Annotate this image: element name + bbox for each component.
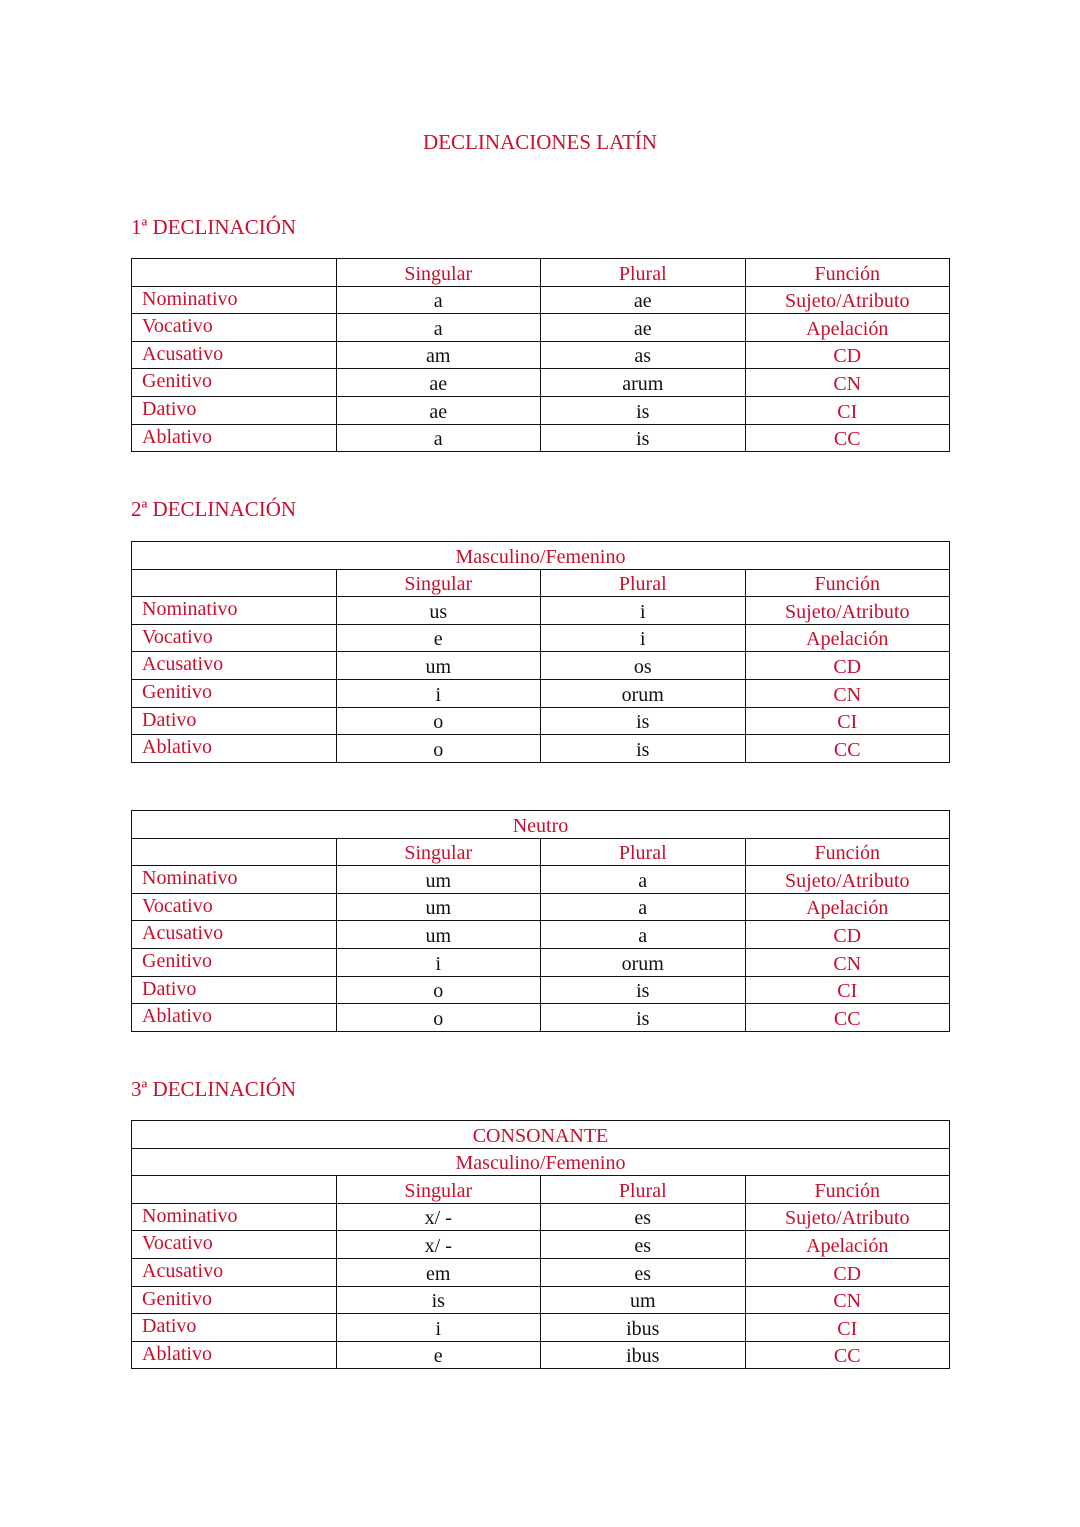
declension-table-2-masc-fem bbox=[131, 541, 950, 763]
column-header bbox=[132, 1176, 337, 1204]
section-heading-3: 3ª DECLINACIÓN bbox=[131, 1077, 297, 1101]
document-title: DECLINACIONES LATÍN bbox=[423, 130, 657, 154]
plural-ending: ae bbox=[541, 286, 746, 314]
case-name: Nominativo bbox=[132, 597, 337, 625]
plural-ending: a bbox=[541, 921, 746, 949]
singular-ending: um bbox=[336, 652, 541, 680]
function-cell: CI bbox=[745, 396, 950, 424]
column-header: Plural bbox=[541, 569, 746, 597]
function-cell: Sujeto/Atributo bbox=[745, 286, 950, 314]
case-name: Dativo bbox=[132, 1314, 337, 1342]
singular-ending: o bbox=[336, 707, 541, 735]
function-cell: Sujeto/Atributo bbox=[745, 866, 950, 894]
column-header: Singular bbox=[336, 838, 541, 866]
singular-ending: ae bbox=[336, 396, 541, 424]
case-name: Dativo bbox=[132, 396, 337, 424]
singular-ending: e bbox=[336, 1341, 541, 1369]
plural-ending: i bbox=[541, 624, 746, 652]
singular-ending: o bbox=[336, 1004, 541, 1032]
function-cell: CC bbox=[745, 1004, 950, 1032]
case-name: Vocativo bbox=[132, 893, 337, 921]
case-name: Ablativo bbox=[132, 424, 337, 452]
function-cell: CC bbox=[745, 1341, 950, 1369]
table-row bbox=[132, 314, 950, 342]
singular-ending: a bbox=[336, 286, 541, 314]
singular-ending: is bbox=[336, 1286, 541, 1314]
table-row bbox=[132, 921, 950, 949]
column-header bbox=[132, 838, 337, 866]
function-cell: CI bbox=[745, 976, 950, 1004]
column-header: Plural bbox=[541, 838, 746, 866]
function-cell: CD bbox=[745, 921, 950, 949]
table-row bbox=[132, 707, 950, 735]
plural-ending: os bbox=[541, 652, 746, 680]
table-row bbox=[132, 597, 950, 625]
column-header bbox=[132, 569, 337, 597]
case-name: Acusativo bbox=[132, 341, 337, 369]
function-cell: Apelación bbox=[745, 624, 950, 652]
plural-ending: um bbox=[541, 1286, 746, 1314]
table-row bbox=[132, 286, 950, 314]
case-name: Dativo bbox=[132, 707, 337, 735]
column-header: Plural bbox=[541, 1176, 746, 1204]
function-cell: Apelación bbox=[745, 1231, 950, 1259]
function-cell: CD bbox=[745, 1258, 950, 1286]
singular-ending: o bbox=[336, 735, 541, 763]
function-cell: CC bbox=[745, 424, 950, 452]
column-header: Plural bbox=[541, 259, 746, 287]
plural-ending: is bbox=[541, 976, 746, 1004]
table-row bbox=[132, 424, 950, 452]
function-cell: CI bbox=[745, 1314, 950, 1342]
header-row bbox=[132, 259, 950, 287]
table-caption: CONSONANTE bbox=[132, 1121, 950, 1149]
plural-ending: as bbox=[541, 341, 746, 369]
case-name: Genitivo bbox=[132, 1286, 337, 1314]
table-caption: Masculino/Femenino bbox=[132, 542, 950, 570]
declension-table-1 bbox=[131, 258, 950, 452]
plural-ending: orum bbox=[541, 948, 746, 976]
table-row bbox=[132, 735, 950, 763]
function-cell: Sujeto/Atributo bbox=[745, 1203, 950, 1231]
case-name: Ablativo bbox=[132, 1341, 337, 1369]
case-name: Genitivo bbox=[132, 369, 337, 397]
function-cell: CN bbox=[745, 369, 950, 397]
singular-ending: i bbox=[336, 948, 541, 976]
table-row bbox=[132, 1286, 950, 1314]
declension-table-3-consonant bbox=[131, 1120, 950, 1369]
table-caption: Neutro bbox=[132, 811, 950, 839]
singular-ending: ae bbox=[336, 369, 541, 397]
column-header: Función bbox=[745, 259, 950, 287]
plural-ending: es bbox=[541, 1203, 746, 1231]
caption-row bbox=[132, 542, 950, 570]
caption-row bbox=[132, 811, 950, 839]
plural-ending: ibus bbox=[541, 1314, 746, 1342]
plural-ending: es bbox=[541, 1258, 746, 1286]
singular-ending: i bbox=[336, 1314, 541, 1342]
singular-ending: us bbox=[336, 597, 541, 625]
column-header: Función bbox=[745, 1176, 950, 1204]
case-name: Acusativo bbox=[132, 1258, 337, 1286]
function-cell: CN bbox=[745, 948, 950, 976]
section-heading-2: 2ª DECLINACIÓN bbox=[131, 497, 297, 521]
section-heading-1: 1ª DECLINACIÓN bbox=[131, 215, 297, 239]
case-name: Nominativo bbox=[132, 866, 337, 894]
plural-ending: arum bbox=[541, 369, 746, 397]
case-name: Nominativo bbox=[132, 1203, 337, 1231]
singular-ending: em bbox=[336, 1258, 541, 1286]
case-name: Dativo bbox=[132, 976, 337, 1004]
case-name: Vocativo bbox=[132, 314, 337, 342]
table-row bbox=[132, 652, 950, 680]
plural-ending: ibus bbox=[541, 1341, 746, 1369]
function-cell: Apelación bbox=[745, 893, 950, 921]
plural-ending: is bbox=[541, 396, 746, 424]
plural-ending: orum bbox=[541, 679, 746, 707]
caption-row bbox=[132, 1148, 950, 1176]
plural-ending: a bbox=[541, 866, 746, 894]
plural-ending: i bbox=[541, 597, 746, 625]
function-cell: CI bbox=[745, 707, 950, 735]
table-row bbox=[132, 948, 950, 976]
singular-ending: a bbox=[336, 314, 541, 342]
function-cell: Sujeto/Atributo bbox=[745, 597, 950, 625]
singular-ending: um bbox=[336, 866, 541, 894]
plural-ending: is bbox=[541, 735, 746, 763]
column-header: Función bbox=[745, 838, 950, 866]
plural-ending: is bbox=[541, 1004, 746, 1032]
singular-ending: x/ - bbox=[336, 1231, 541, 1259]
singular-ending: e bbox=[336, 624, 541, 652]
column-header: Singular bbox=[336, 1176, 541, 1204]
singular-ending: um bbox=[336, 921, 541, 949]
table-row bbox=[132, 1258, 950, 1286]
function-cell: Apelación bbox=[745, 314, 950, 342]
table-row bbox=[132, 1004, 950, 1032]
table-row bbox=[132, 624, 950, 652]
table-caption: Masculino/Femenino bbox=[132, 1148, 950, 1176]
table-row bbox=[132, 1203, 950, 1231]
plural-ending: is bbox=[541, 424, 746, 452]
case-name: Acusativo bbox=[132, 652, 337, 680]
table-row bbox=[132, 396, 950, 424]
table-row bbox=[132, 369, 950, 397]
column-header: Función bbox=[745, 569, 950, 597]
case-name: Genitivo bbox=[132, 948, 337, 976]
singular-ending: x/ - bbox=[336, 1203, 541, 1231]
case-name: Genitivo bbox=[132, 679, 337, 707]
singular-ending: i bbox=[336, 679, 541, 707]
function-cell: CD bbox=[745, 652, 950, 680]
header-row bbox=[132, 569, 950, 597]
table-row bbox=[132, 1314, 950, 1342]
function-cell: CN bbox=[745, 679, 950, 707]
header-row bbox=[132, 1176, 950, 1204]
caption-row bbox=[132, 1121, 950, 1149]
table-row bbox=[132, 1231, 950, 1259]
table-row bbox=[132, 679, 950, 707]
column-header: Singular bbox=[336, 259, 541, 287]
header-row bbox=[132, 838, 950, 866]
plural-ending: ae bbox=[541, 314, 746, 342]
singular-ending: a bbox=[336, 424, 541, 452]
case-name: Vocativo bbox=[132, 624, 337, 652]
function-cell: CC bbox=[745, 735, 950, 763]
case-name: Vocativo bbox=[132, 1231, 337, 1259]
function-cell: CD bbox=[745, 341, 950, 369]
plural-ending: es bbox=[541, 1231, 746, 1259]
function-cell: CN bbox=[745, 1286, 950, 1314]
column-header: Singular bbox=[336, 569, 541, 597]
singular-ending: am bbox=[336, 341, 541, 369]
table-row bbox=[132, 976, 950, 1004]
table-row bbox=[132, 341, 950, 369]
table-row bbox=[132, 866, 950, 894]
plural-ending: a bbox=[541, 893, 746, 921]
case-name: Nominativo bbox=[132, 286, 337, 314]
singular-ending: o bbox=[336, 976, 541, 1004]
table-row bbox=[132, 1341, 950, 1369]
singular-ending: um bbox=[336, 893, 541, 921]
plural-ending: is bbox=[541, 707, 746, 735]
case-name: Ablativo bbox=[132, 1004, 337, 1032]
declension-table-2-neuter bbox=[131, 810, 950, 1032]
table-row bbox=[132, 893, 950, 921]
column-header bbox=[132, 259, 337, 287]
case-name: Acusativo bbox=[132, 921, 337, 949]
case-name: Ablativo bbox=[132, 735, 337, 763]
